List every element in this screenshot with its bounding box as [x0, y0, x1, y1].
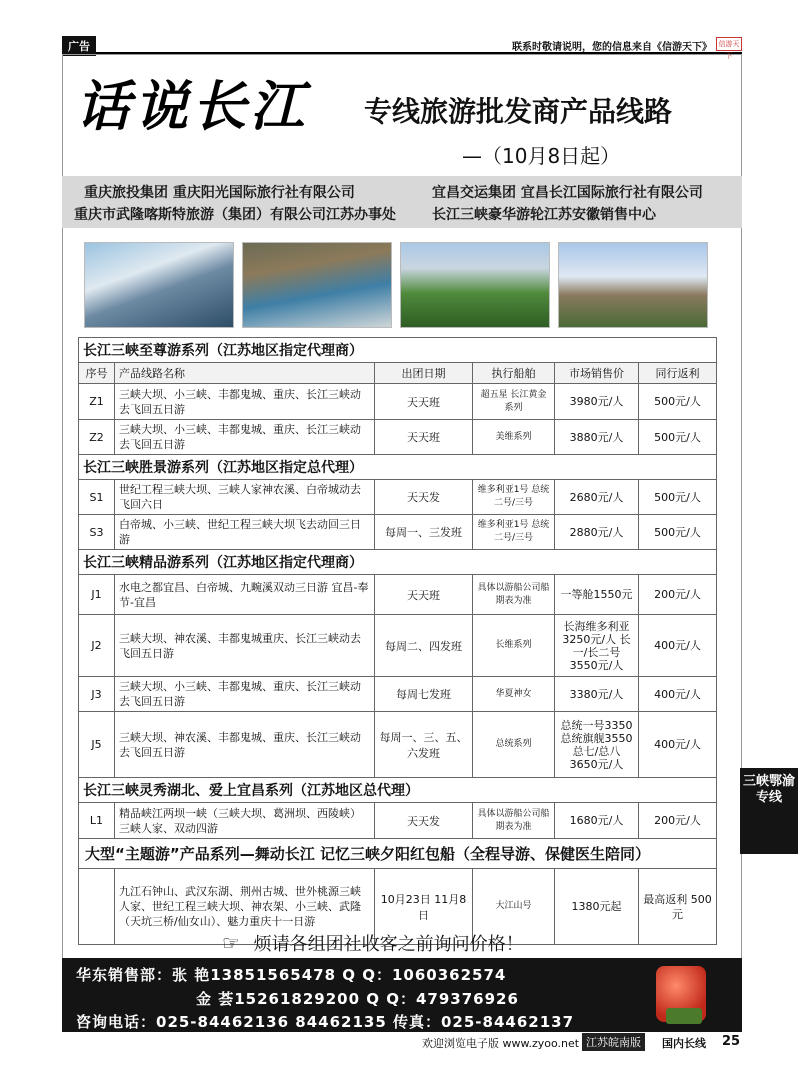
- cell-name: 世纪工程三峡大坝、三峡人家神农溪、白帝城动去飞回六日: [115, 480, 375, 515]
- column-header: 执行船舶: [473, 363, 555, 384]
- table-row: [79, 384, 717, 420]
- column-header: 出团日期: [375, 363, 473, 384]
- table-row: [79, 575, 717, 615]
- cell-ship: 具体以游船公司船期表为准: [473, 803, 555, 839]
- cell-ship: 总统系列: [473, 712, 555, 778]
- side-section-tab: 三峡鄂渝专线: [740, 768, 798, 854]
- cell-ship: 超五星 长江黄金系列: [473, 384, 555, 420]
- org-cruise-sales: 长江三峡豪华游轮江苏安徽销售中心: [432, 207, 656, 223]
- cell-name: 三峡大坝、小三峡、丰都鬼城、重庆、长江三峡动去飞回五日游: [115, 384, 375, 420]
- cell-name: 精品峡江两坝一峡（三峡大坝、葛洲坝、西陵峡）三峡人家、双动四游: [115, 803, 375, 839]
- cell-ship: 具体以游船公司船期表为准: [473, 575, 555, 615]
- cell-price: 1680元/人: [555, 803, 639, 839]
- cell-rebate: 500元/人: [639, 420, 717, 455]
- effective-date: —（10月8日起）: [462, 144, 621, 168]
- cell-name: 三峡大坝、神农溪、丰都鬼城重庆、长江三峡动去飞回五日游: [115, 615, 375, 677]
- brand-title: 话说长江: [76, 74, 308, 138]
- table-row: [79, 803, 717, 839]
- cell-ship: 长维系列: [473, 615, 555, 677]
- cell-ship: 美维系列: [473, 420, 555, 455]
- section-label: 国内长线: [662, 1037, 706, 1050]
- cell-ship: 维多利亚1号 总统二号/三号: [473, 515, 555, 550]
- cell-price: 一等舱1550元: [555, 575, 639, 615]
- product-table: [78, 337, 717, 945]
- cell-date: 每周二、四发班: [375, 615, 473, 677]
- table-row: [79, 420, 717, 455]
- sales-line-3: 咨询电话：025-84462136 84462135 传真：025-84462137: [76, 1013, 575, 1031]
- cell-code: J3: [79, 677, 115, 712]
- cell-rebate: 500元/人: [639, 384, 717, 420]
- cell-date: 每周七发班: [375, 677, 473, 712]
- table-row: [79, 515, 717, 550]
- cell-code: J1: [79, 575, 115, 615]
- org-chongqing-lvtou: 重庆旅投集团 重庆阳光国际旅行社有限公司: [84, 185, 355, 201]
- table-row: [79, 480, 717, 515]
- section-title-row: [79, 778, 717, 803]
- cell-ship: 华夏神女: [473, 677, 555, 712]
- cell-code: J5: [79, 712, 115, 778]
- table-row: [79, 712, 717, 778]
- dam-photo: [84, 242, 234, 328]
- cell-price: 3380元/人: [555, 677, 639, 712]
- cell-price: 3980元/人: [555, 384, 639, 420]
- top-bar: [62, 36, 742, 60]
- cell-name: 白帝城、小三峡、世纪工程三峡大坝飞去动回三日游: [115, 515, 375, 550]
- cell-date: 10月23日 11月8日: [375, 869, 473, 945]
- cell-date: 天天发: [375, 480, 473, 515]
- cell-rebate: 400元/人: [639, 677, 717, 712]
- cell-rebate: 200元/人: [639, 575, 717, 615]
- ad-tag: 广告: [62, 36, 96, 56]
- cell-date: 天天班: [375, 384, 473, 420]
- note-text: 烦请各组团社收客之前询问价格！: [253, 934, 524, 955]
- cell-price: 1380元起: [555, 869, 639, 945]
- peak-photo: [558, 242, 708, 328]
- section-title: 长江三峡至尊游系列（江苏地区指定代理商）: [79, 338, 717, 363]
- page-footer: [62, 1032, 742, 1052]
- section-title: 长江三峡胜景游系列（江苏地区指定总代理）: [79, 455, 717, 480]
- cell-date: 每周一、三发班: [375, 515, 473, 550]
- sales-line-1: 华东销售部：张 艳13851565478 Q Q：1060362574: [76, 966, 507, 984]
- cell-date: 天天班: [375, 575, 473, 615]
- cell-price: 3880元/人: [555, 420, 639, 455]
- cell-name: 三峡大坝、神农溪、丰都鬼城、重庆、长江三峡动去飞回五日游: [115, 712, 375, 778]
- cell-rebate: 500元/人: [639, 515, 717, 550]
- cell-rebate: 200元/人: [639, 803, 717, 839]
- table-header-row: [79, 363, 717, 384]
- page-number: 25: [722, 1034, 741, 1049]
- section-title: 长江三峡灵秀湖北、爱上宜昌系列（江苏地区总代理）: [79, 778, 717, 803]
- cell-code: Z2: [79, 420, 115, 455]
- sales-line-2: 金 荟15261829200 Q Q：479376926: [196, 990, 519, 1008]
- table-row: [79, 615, 717, 677]
- section-title: 长江三峡精品游系列（江苏地区指定代理商）: [79, 550, 717, 575]
- magazine-logo: 信游天下: [716, 37, 742, 51]
- cell-code: S1: [79, 480, 115, 515]
- theme-title-row: [79, 839, 717, 869]
- theme-title: 大型“主题游”产品系列—舞动长江 记忆三峡夕阳红包船（全程导游、保健医生陪同）: [79, 839, 717, 869]
- cell-price: 总统一号3350 总统旗舰3550 总七/总八 3650元/人: [555, 712, 639, 778]
- gorge-photo: [242, 242, 392, 328]
- cell-code: Z1: [79, 384, 115, 420]
- edition-label: 江苏皖南版: [582, 1033, 645, 1051]
- ad-header: [62, 56, 742, 174]
- column-header: 市场销售价: [555, 363, 639, 384]
- table-row: [79, 677, 717, 712]
- website-note: 欢迎浏览电子版 www.zyoo.net: [422, 1037, 580, 1050]
- org-yichang-jiaoyun: 宜昌交运集团 宜昌长江国际旅行社有限公司: [432, 185, 703, 201]
- cell-price: 长海维多利亚 3250元/人 长一/长二号 3550元/人: [555, 615, 639, 677]
- cell-date: 天天发: [375, 803, 473, 839]
- column-header: 同行返利: [639, 363, 717, 384]
- cell-name: 三峡大坝、小三峡、丰都鬼城、重庆、长江三峡动去飞回五日游: [115, 677, 375, 712]
- cell-rebate: 500元/人: [639, 480, 717, 515]
- cell-name: 水电之都宜昌、白帝城、九畹溪双动三日游 宜昌-奉节-宜昌: [115, 575, 375, 615]
- contact-note: 联系时敬请说明，您的信息来自《信游天下》: [512, 42, 712, 53]
- org-wulong-karst: 重庆市武隆喀斯特旅游（集团）有限公司江苏办事处: [74, 207, 396, 223]
- cell-rebate: 最高返利 500元: [639, 869, 717, 945]
- section-title-row: [79, 550, 717, 575]
- brand-subtitle: 专线旅游批发商产品线路: [364, 95, 673, 128]
- sales-contact-block: [62, 958, 742, 1032]
- cell-rebate: 400元/人: [639, 712, 717, 778]
- cell-rebate: 400元/人: [639, 615, 717, 677]
- cell-name: 九江石钟山、武汉东湖、荆州古城、世外桃源三峡人家、世纪工程三峡大坝、神农架、小三峡、武隆（天坑三桥/仙女山）、魅力重庆十一日游: [115, 869, 375, 945]
- organizations-band: [62, 176, 742, 228]
- cell-price: 2680元/人: [555, 480, 639, 515]
- pointing-hand-icon: ☞: [222, 931, 240, 955]
- cell-code: J2: [79, 615, 115, 677]
- section-title-row: [79, 455, 717, 480]
- photo-strip: [78, 236, 726, 332]
- cell-ship: 维多利亚1号 总统二号/三号: [473, 480, 555, 515]
- column-header: 序号: [79, 363, 115, 384]
- column-header: 产品线路名称: [115, 363, 375, 384]
- cell-ship: 大江山号: [473, 869, 555, 945]
- cell-name: 三峡大坝、小三峡、丰都鬼城、重庆、长江三峡动去飞回五日游: [115, 420, 375, 455]
- section-title-row: [79, 338, 717, 363]
- cell-code: [79, 869, 115, 945]
- cell-code: L1: [79, 803, 115, 839]
- cell-date: 每周一、三、五、六发班: [375, 712, 473, 778]
- price-inquiry-note: [222, 930, 524, 956]
- cell-date: 天天班: [375, 420, 473, 455]
- temple-photo: [400, 242, 550, 328]
- cell-code: S3: [79, 515, 115, 550]
- cell-price: 2880元/人: [555, 515, 639, 550]
- telephone-icon: [656, 966, 706, 1022]
